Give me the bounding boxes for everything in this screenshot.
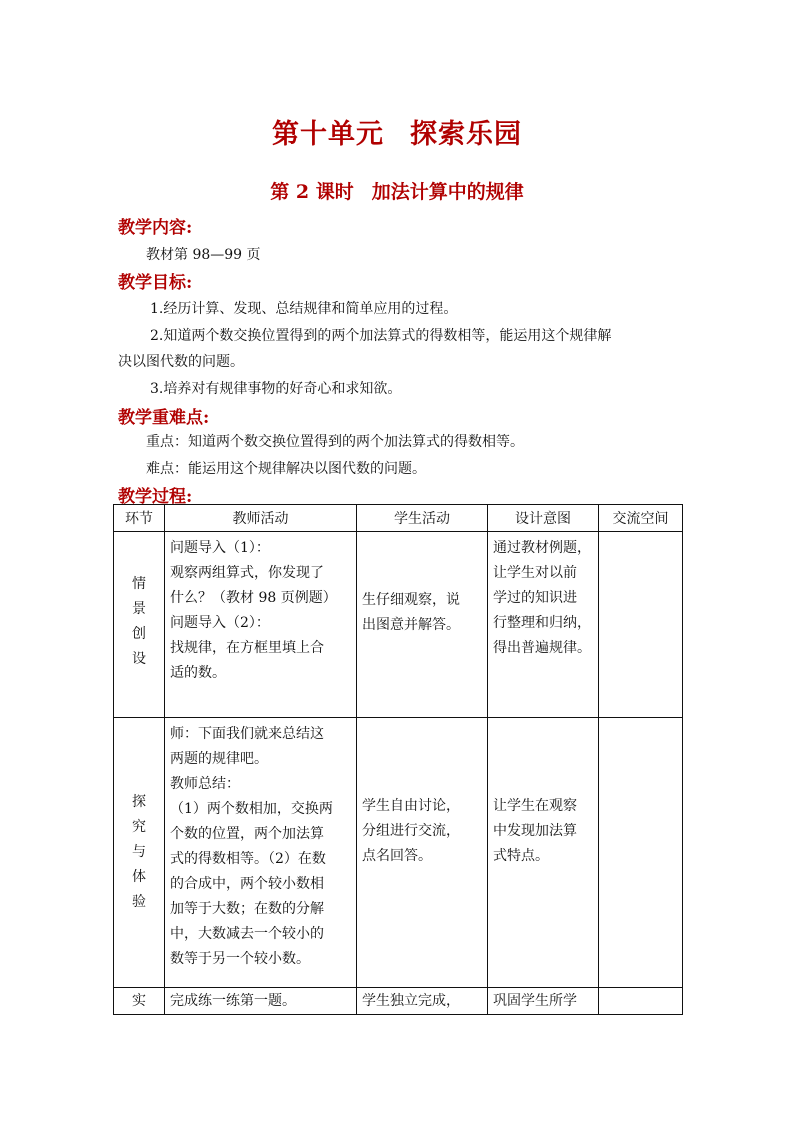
teacher-cell <box>165 718 357 988</box>
header-space: 交流空间 <box>599 505 683 532</box>
space-cell <box>599 718 683 988</box>
student-activity: 生仔细观察，说 出图意并解答。 <box>362 592 460 633</box>
goal-1: 1.经历计算、发现、总结规律和简单应用的过程。 <box>150 301 458 317</box>
student-cell <box>357 988 488 1015</box>
unit-title <box>0 112 794 151</box>
lesson-process-table <box>113 504 683 1015</box>
table-row <box>114 718 683 988</box>
lesson-name: 加法计算中的规律 <box>371 181 524 203</box>
content-heading: 教学内容: <box>118 218 193 238</box>
unit-title-sub: 探索乐园 <box>410 119 522 150</box>
teacher-activity: 完成练一练第一题。 <box>170 993 296 1009</box>
design-intent: 让学生在观察 中发现加法算 式特点。 <box>493 798 577 864</box>
goal-2b: 决以图代数的问题。 <box>118 354 244 370</box>
teacher-activity: 问题导入（1）： 观察两组算式，你发现了 什么？（教材 98 页例题） 问题导入（2）： 找规律，在方框里填上合 适的数。 <box>170 540 337 681</box>
stage-label: 探 究 与 体 验 <box>132 794 146 910</box>
process-heading: 教学过程: <box>118 487 193 507</box>
hard-point: 难点：能运用这个规律解决以图代数的问题。 <box>146 461 426 477</box>
space-cell <box>599 532 683 718</box>
header-teacher: 教师活动 <box>165 505 357 532</box>
header-intent: 设计意图 <box>488 505 599 532</box>
header-student: 学生活动 <box>357 505 488 532</box>
intent-cell <box>488 718 599 988</box>
key-heading: 教学重难点: <box>118 408 210 428</box>
content-text: 教材第 98—99 页 <box>146 247 261 263</box>
goal-3: 3.培养对有规律事物的好奇心和求知欲。 <box>150 381 402 397</box>
key-point: 重点：知道两个数交换位置得到的两个加法算式的得数相等。 <box>146 434 524 450</box>
stage-cell <box>114 988 165 1015</box>
intent-cell <box>488 532 599 718</box>
stage-label: 实 <box>132 993 146 1009</box>
goal-2a: 2.知道两个数交换位置得到的两个加法算式的得数相等，能运用这个规律解 <box>150 328 612 344</box>
exchange-space <box>599 988 682 989</box>
design-intent: 通过教材例题， 让学生对以前 学过的知识进 行整理和归纳， 得出普遍规律。 <box>493 540 591 656</box>
table-row <box>114 988 683 1015</box>
teacher-activity: 师：下面我们就来总结这 两题的规律吧。 教师总结： （1）两个数相加，交换两 个数的位置，两个加法算 式的得数相等。（2）在数 的合成中，两个较小数相 加等于大数；在数的分解 中，大数减去一个较小的 数等于另一个较小数。 <box>170 726 333 967</box>
lesson-title <box>0 177 794 204</box>
lesson-number: 第 2 课时 <box>270 181 354 203</box>
stage-cell <box>114 718 165 988</box>
exchange-space <box>599 718 682 722</box>
unit-title-main: 第十单元 <box>272 119 384 150</box>
stage-label: 情 景 创 设 <box>132 576 146 667</box>
design-intent: 巩固学生所学 <box>493 993 577 1009</box>
goals-heading: 教学目标: <box>118 273 193 293</box>
student-cell <box>357 532 488 718</box>
table-row <box>114 532 683 718</box>
student-activity: 学生独立完成， <box>362 993 460 1009</box>
teacher-cell <box>165 988 357 1015</box>
exchange-space <box>599 532 682 536</box>
space-cell <box>599 988 683 1015</box>
stage-cell <box>114 532 165 718</box>
student-activity: 学生自由讨论， 分组进行交流， 点名回答。 <box>362 798 460 864</box>
student-cell <box>357 718 488 988</box>
teacher-cell <box>165 532 357 718</box>
header-stage: 环节 <box>114 505 165 532</box>
intent-cell <box>488 988 599 1015</box>
table-header-row <box>114 505 683 532</box>
